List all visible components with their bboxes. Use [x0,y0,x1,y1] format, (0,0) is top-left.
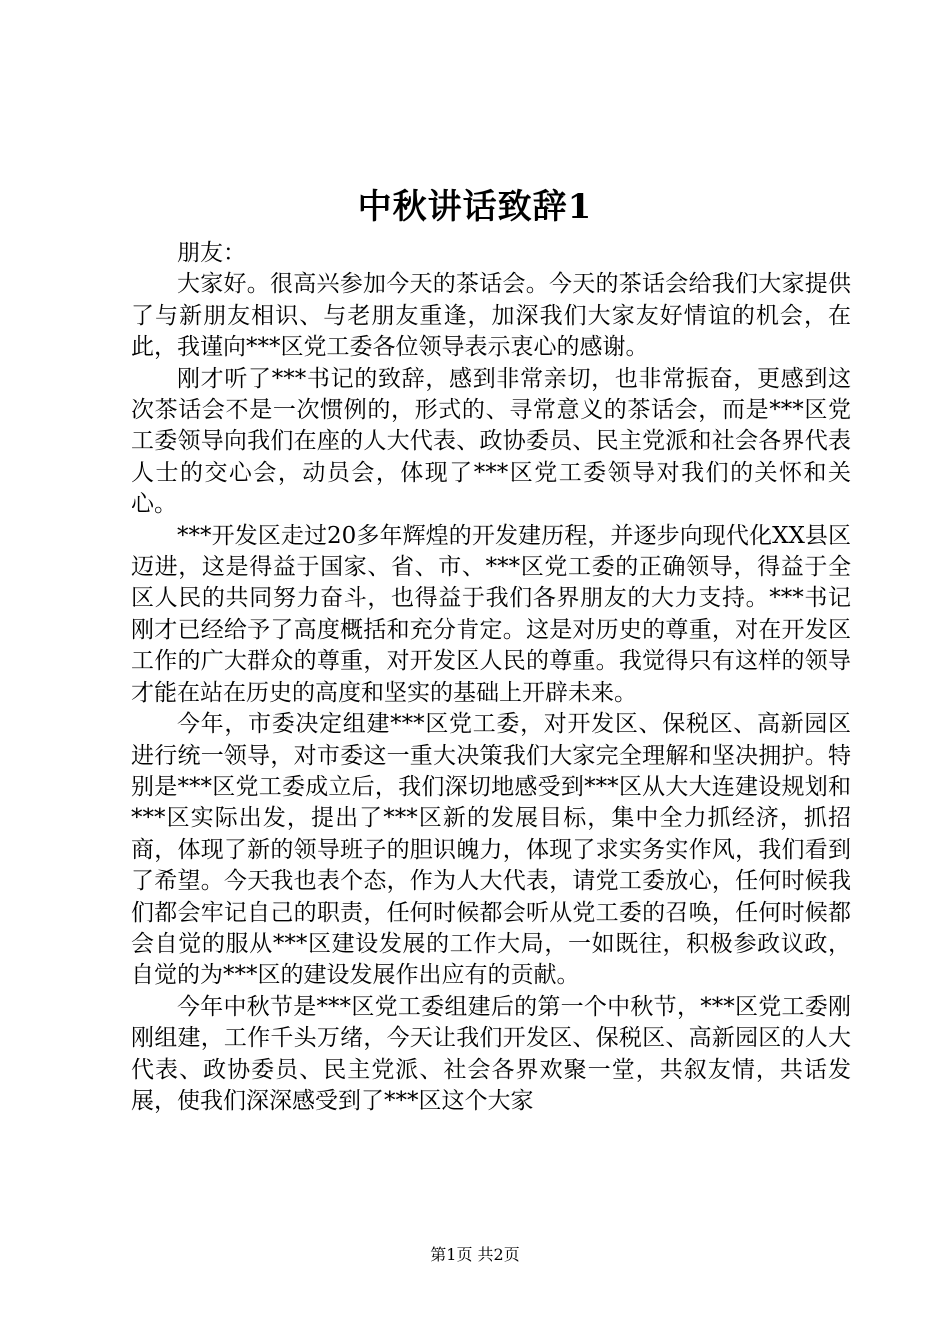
paragraph-5: 今年中秋节是***区党工委组建后的第一个中秋节，***区党工委刚刚组建，工作千头万绪，今天让我们开发区、保税区、高新园区的人大代表、政协委员、民主党派、社会各界欢聚一堂，共叙友情，共话发展，使我们深深感受到了***区这个大家 [131,993,851,1114]
paragraph-2: 刚才听了***书记的致辞，感到非常亲切，也非常振奋，更感到这次茶话会不是一次惯例的，形式的、寻常意义的茶话会，而是***区党工委领导向我们在座的人大代表、政协委员、民主党派和社会各界代表人士的交心会，动员会，体现了***区党工委领导对我们的关怀和关心。 [131,365,851,518]
document-body [131,238,851,1117]
page-number-footer: 第1页 共2页 [430,1245,520,1264]
paragraph-4: 今年，市委决定组建***区党工委，对开发区、保税区、高新园区进行统一领导，对市委这一重大决策我们大家完全理解和坚决拥护。特别是***区党工委成立后，我们深切地感受到***区从大大连建设规划和***区实际出发，提出了***区新的发展目标，集中全力抓经济，抓招商，体现了新的领导班子的胆识魄力，体现了求实务实作风，我们看到了希望。今天我也表个态，作为人大代表，请党工委放心，任何时候我们都会牢记自己的职责，任何时候都会听从党工委的召唤，任何时候都会自觉的服从***区建设发展的工作大局，一如既往，积极参政议政，自觉的为***区的建设发展作出应有的贡献。 [131,711,851,989]
paragraph-3: ***开发区走过20多年辉煌的开发建历程，并逐步向现代化XX县区迈进，这是得益于国家、省、市、***区党工委的正确领导，得益于全区人民的共同努力奋斗，也得益于我们各界朋友的大力支持。***书记刚才已经给予了高度概括和充分肯定。这是对历史的尊重，对在开发区工作的广大群众的尊重，对开发区人民的尊重。我觉得只有这样的领导才能在站在历史的高度和坚实的基础上开辟未来。 [131,522,851,706]
paragraph-1: 大家好。很高兴参加今天的茶话会。今天的茶话会给我们大家提供了与新朋友相识、与老朋友重逢，加深我们大家友好情谊的机会，在此，我谨向***区党工委各位领导表示衷心的感谢。 [131,271,851,361]
greeting-line: 朋友： [177,240,246,266]
document-title: 中秋讲话致辞1 [357,187,593,227]
